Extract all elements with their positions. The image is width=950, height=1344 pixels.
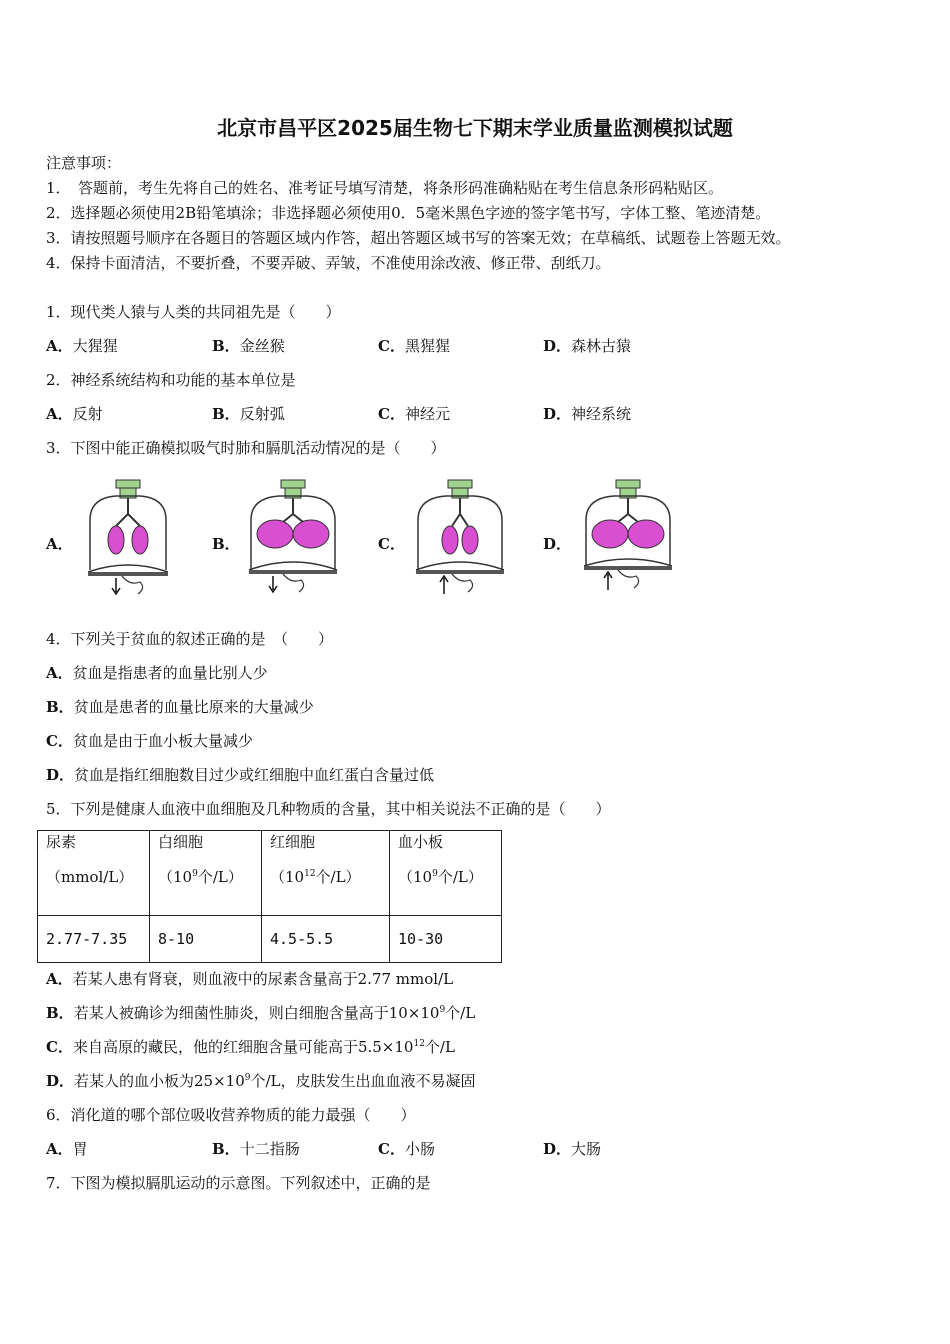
q6-option-a[interactable]	[46, 1138, 88, 1159]
option-key: D．	[543, 1140, 572, 1158]
option-key: A．	[46, 1140, 73, 1158]
lung-right	[462, 526, 478, 554]
notice-item: 1． 答题前，考生先将自己的姓名、准考证号填写清楚，将条形码准确粘贴在考生信息条形码粘贴区。	[46, 179, 724, 197]
header-name: 白细胞	[158, 833, 204, 851]
exponent: 12	[413, 1039, 425, 1049]
hand-icon	[618, 570, 639, 588]
exponent: 9	[439, 1005, 446, 1015]
option-text: 十二指肠	[239, 1140, 300, 1158]
header-name: 血小板	[398, 833, 444, 851]
q5-option-c[interactable]	[46, 1036, 455, 1057]
option-text: 贫血是指患者的血量比别人少	[72, 664, 268, 682]
option-text: 反射	[72, 405, 103, 423]
q3-option-c[interactable]: C．	[378, 535, 405, 553]
option-key: D．	[46, 1072, 75, 1090]
table-header-cell	[262, 831, 390, 916]
table-row	[38, 916, 502, 963]
bell-jar-figure-d	[578, 470, 678, 600]
option-text: 金丝猴	[239, 337, 285, 355]
option-key: A．	[46, 405, 73, 423]
q6-option-c[interactable]	[378, 1138, 435, 1159]
q1-option-c[interactable]	[378, 335, 450, 356]
question-1-stem: 1．现代类人猿与人类的共同祖先是（ ）	[46, 303, 341, 321]
q1-option-a[interactable]	[46, 335, 118, 356]
question-2-stem: 2．神经系统结构和功能的基本单位是	[46, 371, 296, 389]
hand-icon	[122, 576, 143, 594]
q4-option-d[interactable]	[46, 764, 434, 785]
notice-item: 3．请按照题号顺序在各题目的答题区域内作答，超出答题区域书写的答案无效；在草稿纸、试题卷上答题无效。	[46, 229, 791, 247]
table-header-row	[38, 831, 502, 916]
option-text: 胃	[72, 1140, 88, 1158]
question-4-stem: 4．下列关于贫血的叙述正确的是 （ ）	[46, 630, 334, 648]
table-cell: 10-30	[390, 916, 502, 963]
hand-icon	[283, 574, 304, 592]
diaphragm	[584, 559, 672, 566]
option-key: A．	[46, 970, 73, 988]
question-5-stem: 5．下列是健康人血液中血细胞及几种物质的含量，其中相关说法不正确的是（ ）	[46, 800, 611, 818]
table-header-cell	[150, 831, 262, 916]
option-key: C．	[378, 337, 405, 355]
table-cell: 4.5-5.5	[262, 916, 390, 963]
option-text: 贫血是患者的血量比原来的大量减少	[73, 698, 314, 716]
table-cell: 2.77-7.35	[38, 916, 150, 963]
lung-left	[257, 520, 293, 548]
header-name: 尿素	[46, 833, 77, 851]
option-text: 大猩猩	[72, 337, 118, 355]
header-unit: （mmol/L）	[46, 868, 134, 886]
lung-left	[108, 526, 124, 554]
option-text: 个/L，皮肤发生出血血液不易凝固	[250, 1072, 476, 1090]
option-text: 黑猩猩	[404, 337, 450, 355]
option-text: 个/L	[445, 1004, 476, 1022]
question-7-stem: 7．下图为模拟膈肌运动的示意图。下列叙述中，正确的是	[46, 1174, 431, 1192]
option-key: C．	[378, 405, 405, 423]
header-unit: （$10^9$个/L）	[158, 868, 243, 886]
table-header-cell	[38, 831, 150, 916]
bell-jar-figure-b	[243, 470, 343, 600]
option-key: B．	[212, 405, 240, 423]
option-text: 神经系统	[571, 405, 632, 423]
option-text: 神经元	[404, 405, 450, 423]
q5-option-b[interactable]	[46, 1002, 475, 1023]
q4-option-b[interactable]	[46, 696, 314, 717]
option-key: A．	[46, 337, 73, 355]
exponent: 9	[244, 1073, 251, 1083]
stopper-icon	[116, 480, 140, 488]
q3-option-b[interactable]: B．	[212, 535, 240, 553]
q5-option-a[interactable]	[46, 968, 453, 989]
option-key: C．	[46, 1038, 73, 1056]
q5-option-d[interactable]	[46, 1070, 476, 1091]
diaphragm	[416, 562, 504, 570]
option-text: 贫血是指红细胞数目过少或红细胞中血红蛋白含量过低	[74, 766, 435, 784]
q6-option-b[interactable]	[212, 1138, 300, 1159]
q2-option-b[interactable]	[212, 403, 285, 424]
header-unit: （$10^{12}$个/L）	[270, 868, 361, 886]
option-key: D．	[46, 766, 75, 784]
q3-option-a[interactable]: A．	[46, 535, 73, 553]
bell-jar-figure-c	[410, 470, 510, 600]
option-key: D．	[543, 337, 572, 355]
stopper-icon	[281, 480, 305, 488]
option-key: D．	[543, 405, 572, 423]
option-key: C．	[46, 732, 73, 750]
q6-option-d[interactable]	[543, 1138, 601, 1159]
option-key: B．	[46, 698, 74, 716]
q3-option-d[interactable]: D．	[543, 535, 572, 553]
header-name: 红细胞	[270, 833, 316, 851]
option-key: B．	[46, 1004, 74, 1022]
q1-option-b[interactable]	[212, 335, 285, 356]
option-text: 森林古猿	[571, 337, 632, 355]
stopper-icon	[616, 480, 640, 488]
option-key: B．	[212, 337, 240, 355]
lung-left	[442, 526, 458, 554]
option-text: 个/L	[424, 1038, 455, 1056]
diaphragm	[249, 562, 337, 570]
q2-option-a[interactable]	[46, 403, 103, 424]
option-text: 若某人被确诊为细菌性肺炎，则白细胞含量高于10×10	[73, 1004, 440, 1022]
lung-left	[592, 520, 628, 548]
question-3-stem: 3．下图中能正确模拟吸气时肺和膈肌活动情况的是（ ）	[46, 439, 446, 457]
option-key: B．	[212, 1140, 240, 1158]
q2-option-d[interactable]	[543, 403, 631, 424]
option-text: 大肠	[571, 1140, 602, 1158]
q2-option-c[interactable]	[378, 403, 450, 424]
option-key: A．	[46, 664, 73, 682]
question-6-stem: 6．消化道的哪个部位吸收营养物质的能力最强（ ）	[46, 1106, 416, 1124]
bell-jar-figure-a	[78, 470, 178, 600]
option-text: 小肠	[404, 1140, 435, 1158]
option-text: 若某人患有肾衰，则血液中的尿素含量高于2.77 mmol/L	[72, 970, 454, 988]
q4-option-c[interactable]	[46, 730, 253, 751]
option-text: 若某人的血小板为25×10	[74, 1072, 245, 1090]
page-title: 北京市昌平区2025届生物七下期末学业质量监测模拟试题	[217, 116, 733, 140]
lung-right	[132, 526, 148, 554]
lung-right	[628, 520, 664, 548]
stopper-icon	[448, 480, 472, 488]
option-key: C．	[378, 1140, 405, 1158]
notice-item: 4．保持卡面清洁，不要折叠，不要弄破、弄皱，不准使用涂改液、修正带、刮纸刀。	[46, 254, 611, 272]
table-header-cell	[390, 831, 502, 916]
table-cell: 8-10	[150, 916, 262, 963]
lung-right	[293, 520, 329, 548]
blood-content-table	[37, 830, 502, 963]
notice-item: 2．选择题必须使用2B铅笔填涂；非选择题必须使用0．5毫米黑色字迹的签字笔书写，字体工整、笔迹清楚。	[46, 204, 771, 222]
hand-icon	[452, 574, 473, 592]
option-text: 来自高原的藏民，他的红细胞含量可能高于5.5×10	[72, 1038, 414, 1056]
option-text: 反射弧	[239, 405, 285, 423]
q4-option-a[interactable]	[46, 662, 268, 683]
option-text: 贫血是由于血小板大量减少	[72, 732, 253, 750]
diaphragm	[88, 565, 168, 572]
q1-option-d[interactable]	[543, 335, 631, 356]
notice-heading: 注意事项：	[46, 154, 122, 172]
header-unit: （$10^9$个/L）	[398, 868, 483, 886]
